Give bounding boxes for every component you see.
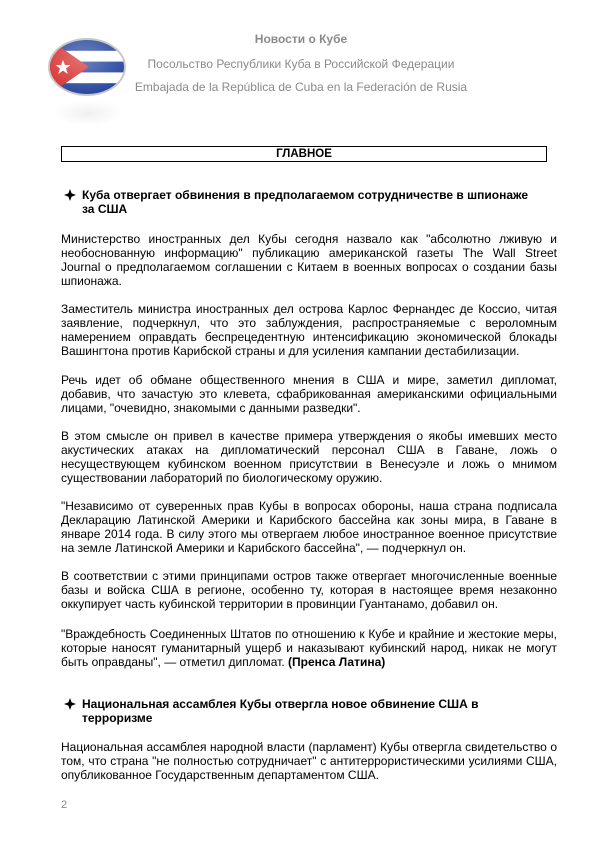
article-2-heading-line1: Национальная ассамблея Кубы отвергла новое обвинение США в (82, 697, 479, 711)
article-1-paragraph-5: "Независимо от суверенных прав Кубы в вопросах обороны, наша страна подписала Декларацию Латинской Америки и Карибского бассейна как зоны мира, в Гаване в январе 2014 года. В силу этого мы отвергаем любое иностранное военное присутствие на земле Латинской Америки и Карибского бассейна", — подчеркнул он. (61, 499, 557, 555)
source-credit: (Пренса Латина) (288, 655, 386, 669)
article-1-heading (82, 188, 560, 216)
header-embassy-es: Embajada de la República de Cuba en la Federación de Rusia (134, 80, 468, 94)
section-label: ГЛАВНОЕ (61, 146, 547, 162)
article-2-heading-line2: терроризме (82, 711, 153, 725)
article-2-paragraph-1: Национальная ассамблея народной власти (парламент) Кубы отвергла свидетельство о том, что страна "не полностью сотрудничает" с антитеррористическими усилиями США, опубликованное Государственным департаментом США. (61, 740, 557, 782)
article-1-paragraph-7-text: "Враждебность Соединенных Штатов по отношению к Кубе и крайние и жестокие меры, которые наносят гуманитарный ущерб и наказывают кубинский народ, никак не могут быть оправданы", — отметил дипломат. (61, 627, 557, 669)
article-1-paragraph-1: Министерство иностранных дел Кубы сегодня назвало как "абсолютно лживую и необоснованную информацию" публикацию американской газеты The Wall Street Journal о предполагаемом соглашении с Китаем в военных вопросах о создании базы шпионажа. (61, 232, 557, 288)
article-1-heading-line2: за США (82, 202, 128, 216)
diamond-bullet-icon (63, 188, 77, 202)
header-title: Новости о Кубе (254, 32, 348, 46)
logo-reflection (52, 100, 124, 126)
article-1-paragraph-7 (61, 627, 557, 669)
article-1-paragraph-6: В соответствии с этими принципами остров также отвергает многочисленные военные базы и войска США в регионе, особенно ту, которая в настоящее время незаконно оккупирует часть кубинской территории в провинции Гуантанамо, добавил он. (61, 569, 557, 611)
article-1-paragraph-3: Речь идет об обмане общественного мнения в США и мире, заметил дипломат, добавив, что зачастую это клевета, сфабрикованная американскими официальными лицами, "очевидно, знакомыми с данными разведки". (61, 373, 557, 415)
header-embassy-ru: Посольство Республики Куба в Российской Федерации (147, 57, 455, 71)
diamond-bullet-icon (63, 697, 77, 711)
article-1-paragraph-2: Заместитель министра иностранных дел острова Карлос Фернандес де Коссио, читая заявление, подчеркнул, что это заблуждения, распространяемые с вероломным намерением оправдать беспрецедентную интенсификацию экономической блокады Вашингтона против Карибской страны и для усиления кампании дестабилизации. (61, 302, 557, 358)
article-1-heading-line1: Куба отвергает обвинения в предполагаемом сотрудничестве в шпионаже (82, 188, 529, 202)
article-2-heading (82, 697, 560, 725)
article-1-paragraph-4: В этом смысле он привел в качестве примера утверждения о якобы имевших место акустических атаках на дипломатический персонал США в Гаване, ложь о несуществующем кубинском военном присутствии в Венесуэле и ложь о мнимом существовании лабораторий по биологическому оружию. (61, 429, 557, 485)
page-number: 2 (61, 799, 68, 811)
